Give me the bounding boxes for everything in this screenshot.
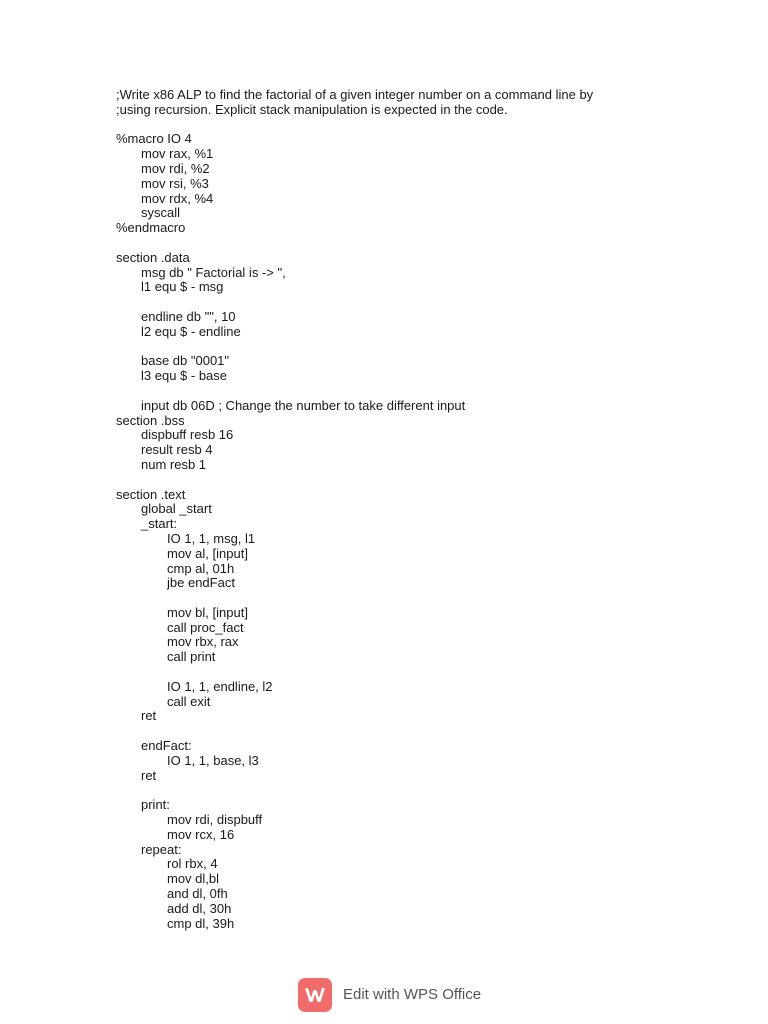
code-line: mov bl, [input]	[167, 604, 248, 620]
code-line: and dl, 0fh	[167, 886, 228, 902]
code-line: mov rcx, 16	[167, 826, 235, 842]
code-line: base db "0001"	[141, 353, 230, 369]
code-line: rol rbx, 4	[167, 856, 218, 872]
code-line: call print	[167, 649, 216, 665]
code-line: result resb 4	[141, 442, 213, 458]
code-line: msg db " Factorial is -> ",	[141, 264, 286, 280]
code-line: jbe endFact	[167, 575, 235, 591]
code-line: call proc_fact	[167, 619, 244, 635]
code-line: mov rsi, %3	[141, 175, 209, 191]
code-line: l3 equ $ - base	[141, 368, 228, 384]
code-line: section .bss	[116, 412, 185, 428]
code-line: global _start	[141, 501, 212, 517]
code-line: IO 1, 1, msg, l1	[167, 530, 256, 546]
code-line: print:	[141, 797, 170, 813]
code-line: repeat:	[141, 841, 182, 857]
wps-footer-banner[interactable]	[298, 977, 481, 1012]
wps-edit-link[interactable]: Edit with WPS Office	[343, 986, 482, 1003]
document-body	[116, 88, 736, 931]
code-line: section .data	[116, 249, 190, 265]
code-line: mov dl,bl	[167, 871, 220, 887]
code-line: syscall	[141, 205, 181, 221]
code-line: ret	[141, 767, 157, 783]
code-line: mov rdi, %2	[141, 160, 210, 176]
code-line: mov rbx, rax	[167, 634, 239, 650]
code-line: l1 equ $ - msg	[141, 279, 224, 295]
code-line: section .text	[116, 486, 186, 502]
blank-line	[116, 236, 736, 251]
code-line: endline db "", 10	[141, 308, 236, 324]
code-line: dispbuff resb 16	[141, 427, 234, 443]
code-line: ;Write x86 ALP to find the factorial of a given integer number on a command line by	[116, 87, 594, 102]
code-line: mov rdx, %4	[141, 190, 214, 206]
code-line: IO 1, 1, base, l3	[167, 752, 259, 768]
blank-line	[116, 783, 736, 798]
blank-line	[116, 724, 736, 739]
code-line: call exit	[167, 693, 211, 709]
code-line: %endmacro	[116, 220, 186, 236]
code-line: ret	[141, 708, 157, 724]
blank-line	[116, 118, 736, 133]
code-line: input db 06D ; Change the number to take different input	[141, 397, 466, 413]
code-line: cmp dl, 39h	[167, 915, 235, 931]
code-line: l2 equ $ - endline	[141, 323, 241, 339]
code-line: endFact:	[141, 738, 192, 754]
blank-line	[116, 473, 736, 488]
blank-line	[116, 384, 736, 399]
blank-line	[116, 340, 736, 355]
code-line: mov rdi, dispbuff	[167, 812, 263, 828]
code-line: _start:	[141, 516, 178, 532]
code-line: cmp al, 01h	[167, 560, 235, 576]
blank-line	[116, 295, 736, 310]
code-line: num resb 1	[141, 456, 207, 472]
code-line: add dl, 30h	[167, 900, 232, 916]
code-line: ;using recursion. Explicit stack manipulation is expected in the code.	[116, 101, 508, 117]
wps-logo-icon	[298, 978, 332, 1012]
code-line: mov rax, %1	[141, 146, 214, 162]
blank-line	[116, 665, 736, 680]
code-line: %macro IO 4	[116, 131, 192, 147]
code-line: IO 1, 1, endline, l2	[167, 678, 273, 694]
blank-line	[116, 591, 736, 606]
code-line: mov al, [input]	[167, 545, 248, 561]
